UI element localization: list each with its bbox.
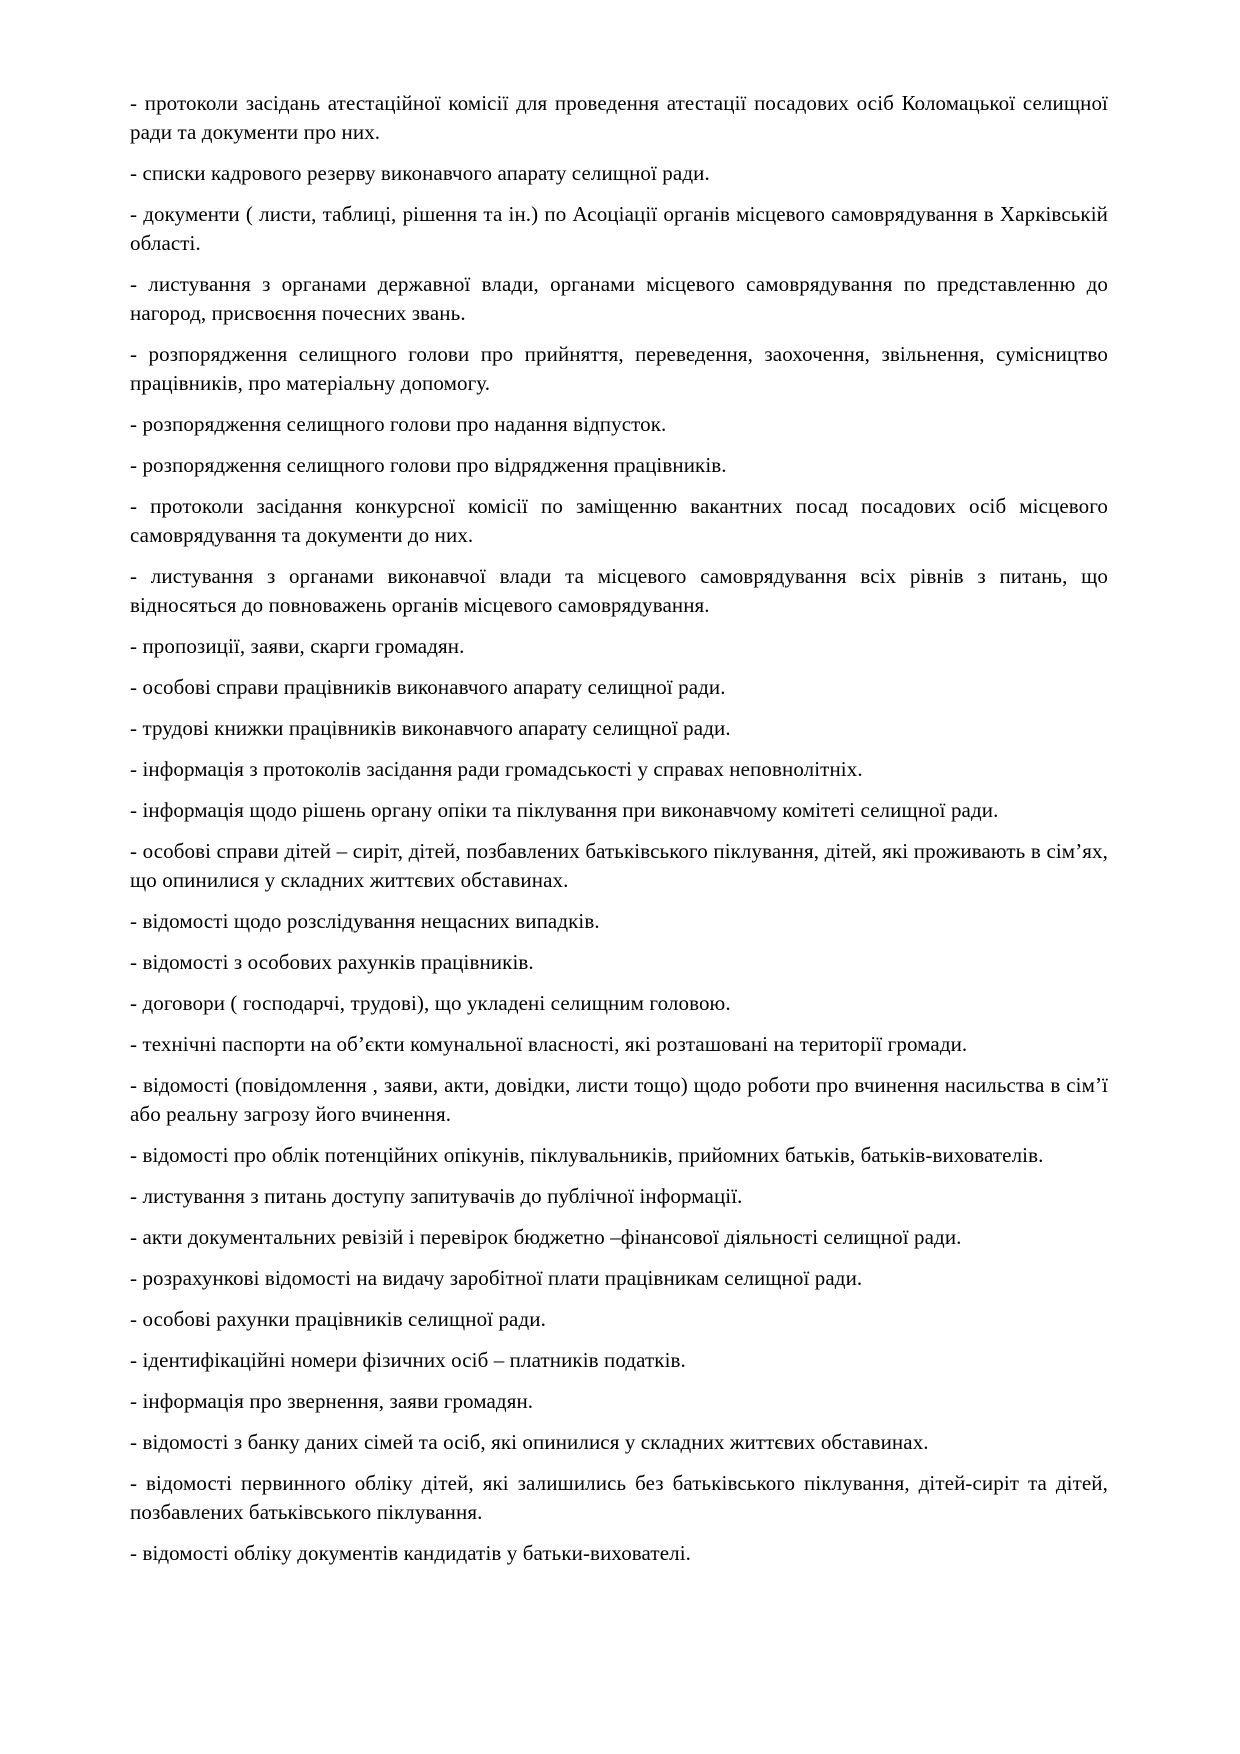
list-item: - відомості первинного обліку дітей, які залишились без батьківського піклування, дітей-сиріт та дітей, позбавлених батьківського піклування. — [130, 1471, 1108, 1524]
list-item: - інформація з протоколів засідання ради громадськості у справах неповнолітніх. — [130, 757, 863, 781]
list-item: - інформація щодо рішень органу опіки та піклування при виконавчому комітеті селищної ради. — [130, 798, 999, 822]
list-item: - акти документальних ревізій і перевірок бюджетно –фінансової діяльності селищної ради. — [130, 1225, 962, 1249]
list-item: - особові справи працівників виконавчого апарату селищної ради. — [130, 675, 726, 699]
list-item: - листування з питань доступу запитувачів до публічної інформації. — [130, 1184, 743, 1208]
list-item: - протоколи засідання конкурсної комісії по заміщенню вакантних посад посадових осіб місцевого самоврядування та документи до них. — [130, 494, 1108, 547]
list-item: - відомості з банку даних сімей та осіб, які опинилися у складних життєвих обставинах. — [130, 1430, 929, 1454]
list-item: - списки кадрового резерву виконавчого апарату селищної ради. — [130, 161, 710, 185]
list-item: - відомості про облік потенційних опікунів, піклувальників, прийомних батьків, батьків-вихователів. — [130, 1143, 1044, 1167]
list-item: - технічні паспорти на об’єкти комунальної власності, які розташовані на території громади. — [130, 1032, 968, 1056]
list-item: - особові справи дітей – сиріт, дітей, позбавлених батьківського піклування, дітей, які проживають в сім’ях, що опинилися у складних життєвих обставинах. — [130, 839, 1108, 892]
list-item: - листування з органами державної влади, органами місцевого самоврядування по представленню до нагород, присвоєння почесних звань. — [130, 272, 1108, 325]
list-item: - договори ( господарчі, трудові), що укладені селищним головою. — [130, 991, 731, 1015]
list-item: - трудові книжки працівників виконавчого апарату селищної ради. — [130, 716, 731, 740]
list-item: - ідентифікаційні номери фізичних осіб – платників податків. — [130, 1348, 686, 1372]
document-item-list — [130, 89, 1108, 1568]
list-item: - відомості обліку документів кандидатів у батьки-вихователі. — [130, 1541, 691, 1565]
list-item: - розрахункові відомості на видачу заробітної плати працівникам селищної ради. — [130, 1266, 863, 1290]
list-item: - інформація про звернення, заяви громадян. — [130, 1389, 534, 1413]
list-item: - розпорядження селищного голови про відрядження працівників. — [130, 453, 727, 477]
list-item: - відомості (повідомлення , заяви, акти, довідки, листи тощо) щодо роботи про вчинення насильства в сім’ї або реальну загрозу його вчинення. — [130, 1073, 1108, 1126]
list-item: - особові рахунки працівників селищної ради. — [130, 1307, 546, 1331]
list-item: - листування з органами виконавчої влади та місцевого самоврядування всіх рівнів з питань, що відносяться до повноважень органів місцевого самоврядування. — [130, 564, 1108, 617]
list-item: - розпорядження селищного голови про прийняття, переведення, заохочення, звільнення, сумісництво працівників, про матеріальну допомогу. — [130, 342, 1108, 395]
list-item: - протоколи засідань атестаційної комісії для проведення атестації посадових осіб Коломацької селищної ради та документи про них. — [130, 91, 1108, 144]
list-item: - відомості щодо розслідування нещасних випадків. — [130, 909, 600, 933]
list-item: - відомості з особових рахунків працівників. — [130, 950, 534, 974]
list-item: - розпорядження селищного голови про надання відпусток. — [130, 412, 667, 436]
list-item: - документи ( листи, таблиці, рішення та ін.) по Асоціації органів місцевого самоврядування в Харківській області. — [130, 202, 1108, 255]
list-item: - пропозиції, заяви, скарги громадян. — [130, 634, 465, 658]
